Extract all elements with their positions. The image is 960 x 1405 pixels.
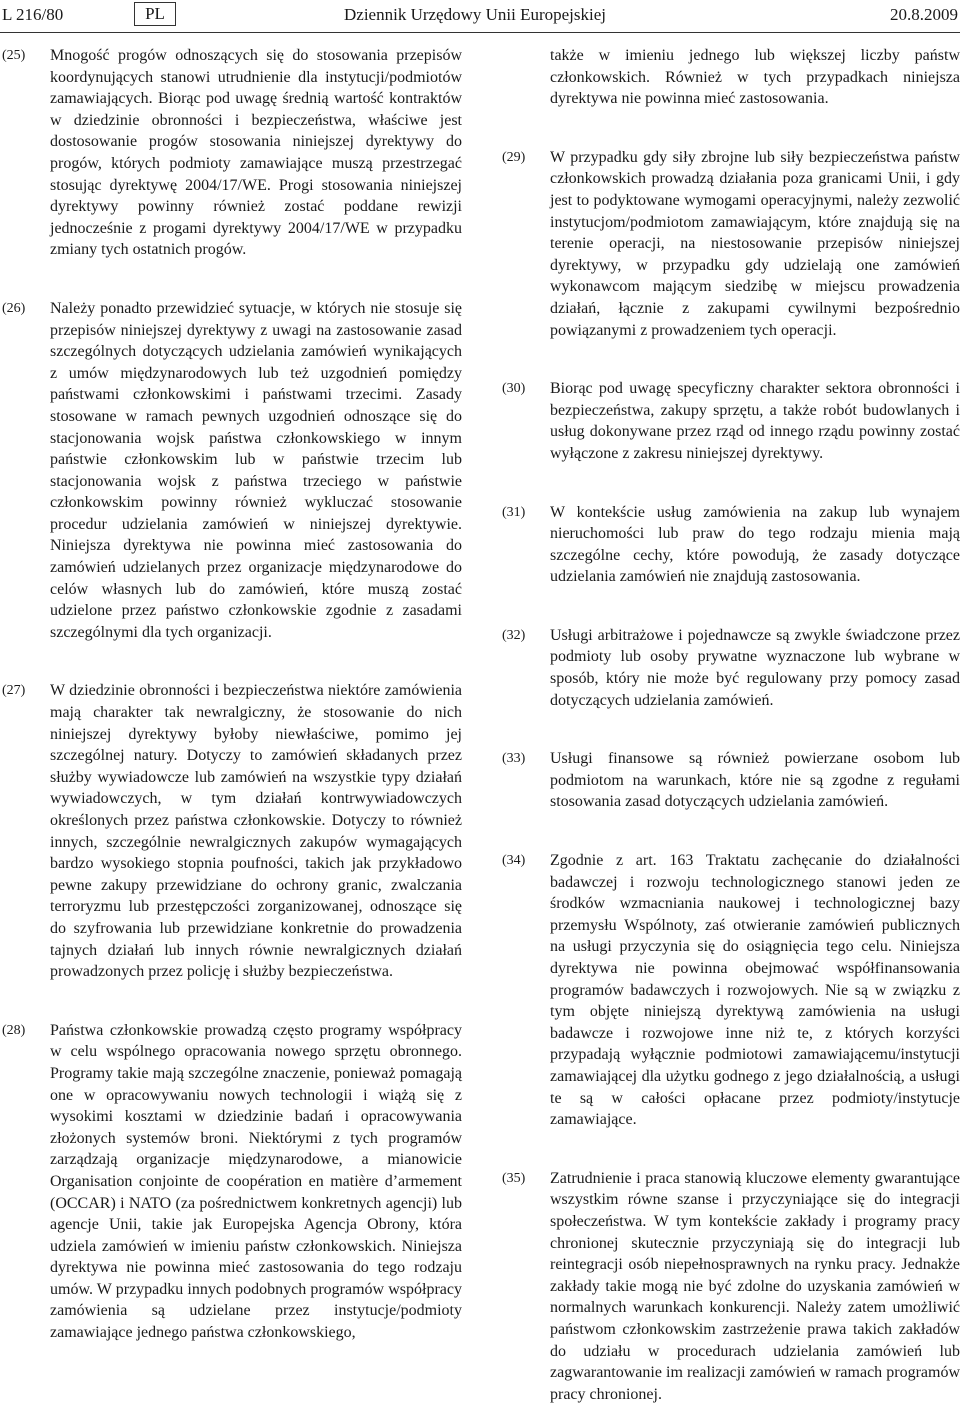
recital-35 bbox=[500, 1168, 960, 1405]
recital-continuation: także w imieniu jednego lub większej liczby państw członkowskich. Również w tych przypadkach niniejsza dyrektywa nie powinna mieć zastosowania. bbox=[550, 47, 960, 108]
recital-text: Mnogość progów odnoszących się do stosowania przepisów koordynujących stanowi utrudnienie dla instytucji/podmiotów zamawiających. Biorąc pod uwagę średnią wartość kontraktów w dziedzinie obronności i bezpieczeństwa, właściwe jest dostosowanie progów stosowania niniejszej dyrektywy do progów, których podmioty zamawiające muszą przestrzegać stosując dyrektywę 2004/17/WE. Progi stosowania niniejszej dyrektywy powinny również zostać poddane rewizji jednocześnie z progami dyrektywy 2004/17/WE w przypadku zmiany tych ostatnich progów. bbox=[50, 47, 462, 259]
recital-text: Państwa członkowskie prowadzą często programy współpracy w celu wspólnego opracowania nowego sprzętu obronnego. Programy takie mają szczególne znaczenie, ponieważ pomagają one w opracowywaniu nowych technologii i wiążą się z wysokimi kosztami w dziedzinie badań i opracowywania złożonych systemów broni. Niektórymi z tych programów zarządzają organizacje międzynarodowe, a mianowicie Organisation conjointe de coopération en matière d’armement (OCCAR) i NATO (za pośrednictwem konkretnych agencji) lub agencje Unii, takie jak Europejska Agencja Obrony, która udziela zamówień w imieniu państw członkowskich. Niniejsza dyrektywa nie powinna mieć zastosowania do tego rodzaju umów. W przypadku innych podobnych programów współpracy zamówienia są udzielane przez instytucje/podmioty zamawiające jednego państwa członkowskiego, bbox=[50, 1021, 462, 1342]
page-reference: L 216/80 bbox=[2, 5, 64, 24]
recital-number: (31) bbox=[502, 504, 526, 520]
publication-date: 20.8.2009 bbox=[890, 5, 958, 24]
recital-34 bbox=[500, 850, 960, 1131]
recital-28 bbox=[0, 1020, 462, 1344]
continuation-text bbox=[500, 45, 960, 110]
recital-text: Usługi finansowe są również powierzane osobom lub podmiotom na warunkach, które nie są zgodne z regułami stosowania zasad dotyczących udzielania zamówień. bbox=[550, 750, 960, 811]
recital-text: Należy ponadto przewidzieć sytuacje, w których nie stosuje się przepisów niniejszej dyrektywy z uwagi na zastosowanie zasad szczególnych dotyczących udzielania zamówień wynikających z umów międzynarodowych lub też uzgodnień pomiędzy państwami członkowskimi i państwami trzecimi. Zasady stosowane w ramach pewnych uzgodnień odnoszące się do stacjonowania wojsk państwa członkowskiego w innym państwie członkowskim lub w państwie trzecim lub stacjonowania wojsk z państwa trzeciego w państwie członkowskim powinny również wykluczać stosowanie procedur udzielania zamówień w niniejszej dyrektywie. Niniejsza dyrektywa nie powinna mieć zastosowania do zamówień udzielanych przez organizacje międzynarodowe do celów własnych lub do zamówień, które muszą zostać udzielone przez państwo członkowskie zgodnie z zasadami szczególnymi dla tych organizacji. bbox=[50, 299, 462, 641]
recital-text: W przypadku gdy siły zbrojne lub siły bezpieczeństwa państw członkowskich prowadzą działania poza granicami Unii, i gdy jest to podyktowane wymogami operacyjnymi, należy zezwolić instytucjom/podmiotom zamawiającym, które znajdują się na terenie operacji, na niestosowanie przepisów niniejszej dyrektywy, w przypadku gdy udzielają one zamówień wykonawcom mającym siedzibę w miejscu prowadzenia działań, łącznie z zakupami cywilnymi bezpośrednio powiązanymi z prowadzeniem tych operacji. bbox=[550, 148, 960, 339]
recital-text: W kontekście usług zamówienia na zakup lub wynajem nieruchomości lub praw do tego rodzaju mienia mają szczególne cechy, które powodują, że zasady dotyczące udzielania zamówień nie znajdują zastosowania. bbox=[550, 503, 960, 586]
recital-number: (30) bbox=[502, 381, 526, 397]
recital-31 bbox=[500, 502, 960, 588]
recital-27 bbox=[0, 680, 462, 982]
recital-number: (28) bbox=[2, 1022, 26, 1038]
recital-25 bbox=[0, 45, 462, 261]
right-column bbox=[500, 45, 960, 1405]
recital-33 bbox=[500, 748, 960, 813]
left-column bbox=[0, 45, 462, 1344]
recital-32 bbox=[500, 625, 960, 711]
recital-number: (32) bbox=[502, 627, 526, 643]
recital-number: (35) bbox=[502, 1170, 526, 1186]
recital-number: (27) bbox=[2, 683, 26, 699]
recital-text: Biorąc pod uwagę specyficzny charakter sektora obronności i bezpieczeństwa, zakupy sprzętu, a także robót budowlanych i usług dokonywane przez rząd od innego rządu powinny zostać wyłączone z zakresu niniejszej dyrektywy. bbox=[550, 380, 960, 462]
recital-number: (25) bbox=[2, 48, 26, 63]
journal-title: Dziennik Urzędowy Unii Europejskiej bbox=[344, 5, 607, 24]
recital-text: Usługi arbitrażowe i pojednawcze są zwykle świadczone przez podmioty lub osoby prywatne wyznaczone lub wybrane w sposób, który nie może być regulowany przy pomocy zasad dotyczących udzielania zamówień. bbox=[550, 626, 960, 709]
recital-30 bbox=[500, 378, 960, 464]
recital-number: (26) bbox=[2, 300, 26, 316]
recital-text: Zgodnie z art. 163 Traktatu zachęcanie do działalności badawczej i rozwoju technologicznego stanowi jeden ze środków wzmacniania naukowej i technologicznej bazy przemysłu Wspólnoty, zaś otwieranie zamówień publicznych na usługi przyczynia się do osiągnięcia tego celu. Niniejsza dyrektywa nie powinna obejmować współfinansowania programów badawczych i rozwojowych. Nie są w związku z tym objęte niniejszą dyrektywą zamówienia na usługi badawcze i rozwojowe inne niż te, z których korzyści przypadają wyłącznie podmiotowi zamawiającemu/instytucji zamawiającej dla użytku godnego z jego działalnością, a usługi te są w całości opłacane przez podmioty/instytucje zamawiające. bbox=[550, 852, 960, 1129]
page-header bbox=[0, 0, 960, 32]
recital-26 bbox=[0, 298, 462, 644]
recital-29 bbox=[500, 147, 960, 341]
header-divider bbox=[0, 32, 960, 33]
recital-number: (29) bbox=[502, 149, 526, 165]
recital-number: (33) bbox=[502, 751, 526, 767]
language-box: PL bbox=[134, 2, 176, 26]
recital-text: W dziedzinie obronności i bezpieczeństwa niektóre zamówienia mają charakter tak newralgiczny, że stosowanie do nich niniejszej dyrektywy byłoby niewłaściwe, pomimo jej szczególnej natury. Dotyczy to zamówień składanych przez służby wywiadowcze lub zamówień na wszystkie typy działań wywiadowczych, w tym działań kontrwywiadowczych określonych przez państwa członkowskie. Dotyczy to również innych, szczególnie newralgicznych zakupów wymagających bardzo wysokiego stopnia poufności, takich jak przykładowo pewne zakupy przewidziane do ochrony granic, zwalczania terroryzmu lub przestępczości zorganizowanej, odnoszące się do szyfrowania lub przewidziane konkretnie do prowadzenia tajnych działań lub innych równie newralgicznych działań prowadzonych przez policję i służby bezpieczeństwa. bbox=[50, 682, 462, 981]
recital-number: (34) bbox=[502, 853, 526, 869]
recital-text: Zatrudnienie i praca stanowią kluczowe elementy gwarantujące wszystkim równe szanse i przyczyniające się do integracji społeczeństwa. W tym kontekście zakłady i programy pracy chronionej skutecznie przyczyniają się do integracji lub reintegracji osób niepełnosprawnych na rynku pracy. Jednakże zakłady takie mogą nie być zdolne do uzyskania zamówień w normalnych warunkach konkurencji. Należy zatem umożliwić państwom członkowskim zastrzeżenie prawa takich zakładów do udziału w procedurach udzielania zamówień lub zagwarantowanie im realizacji zamówień w ramach programów pracy chronionej. bbox=[550, 1169, 960, 1403]
